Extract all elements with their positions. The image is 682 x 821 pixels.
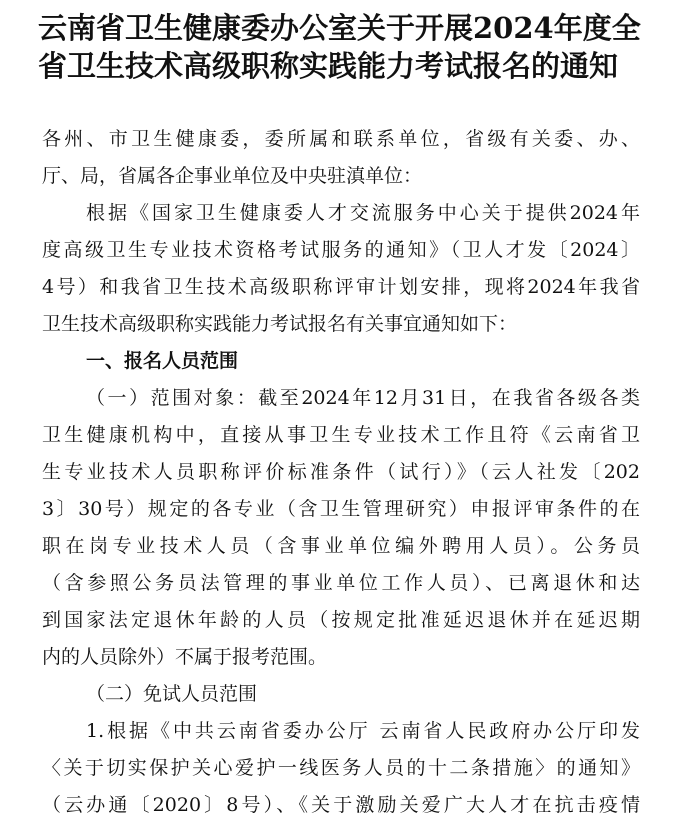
paragraph-line: （一）范围对象：截至2024年12月31日，在我省各级各类 xyxy=(86,387,640,409)
paragraph-line: 1.根据《中共云南省委办公厅 云南省人民政府办公厅印发 xyxy=(86,720,640,742)
paragraph-line: 生专业技术人员职称评价标准条件（试行）》（云人社发〔202 xyxy=(42,461,640,483)
paragraph-line: 卫生技术高级职称实践能力考试报名有关事宜通知如下： xyxy=(42,313,518,335)
paragraph-line: 根据《国家卫生健康委人才交流服务中心关于提供2024年 xyxy=(86,202,640,224)
paragraph-line: 3〕30号）规定的各专业（含卫生管理研究）申报评审条件的在 xyxy=(42,498,640,520)
salutation-line-1: 各州、市卫生健康委，委所属和联系单位，省级有关委、办、 xyxy=(42,128,640,150)
paragraph-line: 到国家法定退休年龄的人员（按规定批准延迟退休并在延迟期 xyxy=(42,609,640,631)
paragraph-line: 卫生健康机构中，直接从事卫生专业技术工作且符《云南省卫 xyxy=(42,424,640,446)
paragraph-line: 〈关于切实保护关心爱护一线医务人员的十二条措施〉的通知》 xyxy=(42,757,640,779)
section-heading: 一、报名人员范围 xyxy=(86,350,239,372)
paragraph-line: 4号）和我省卫生技术高级职称评审计划安排，现将2024年我省 xyxy=(42,276,640,298)
paragraph-line: （云办通〔2020〕8号）、《关于激励关爱广大人才在抗击疫情 xyxy=(42,794,640,816)
paragraph-line: （含参照公务员法管理的事业单位工作人员）、已离退休和达 xyxy=(42,572,640,594)
paragraph-line: 度高级卫生专业技术资格考试服务的通知》（卫人才发〔2024〕 xyxy=(42,239,640,261)
paragraph-line: 内的人员除外）不属于报考范围。 xyxy=(42,646,328,668)
document-title-line-2: 省卫生技术高级职称实践能力考试报名的通知 xyxy=(38,49,619,83)
salutation-line-2: 厅、局，省属各企事业单位及中央驻滇单位： xyxy=(42,165,423,187)
document-title-line-1: 云南省卫生健康委办公室关于开展2024年度全 xyxy=(38,11,641,45)
subsection-heading: （二）免试人员范围 xyxy=(86,683,258,705)
paragraph-line: 职在岗专业技术人员（含事业单位编外聘用人员）。公务员 xyxy=(42,535,640,557)
